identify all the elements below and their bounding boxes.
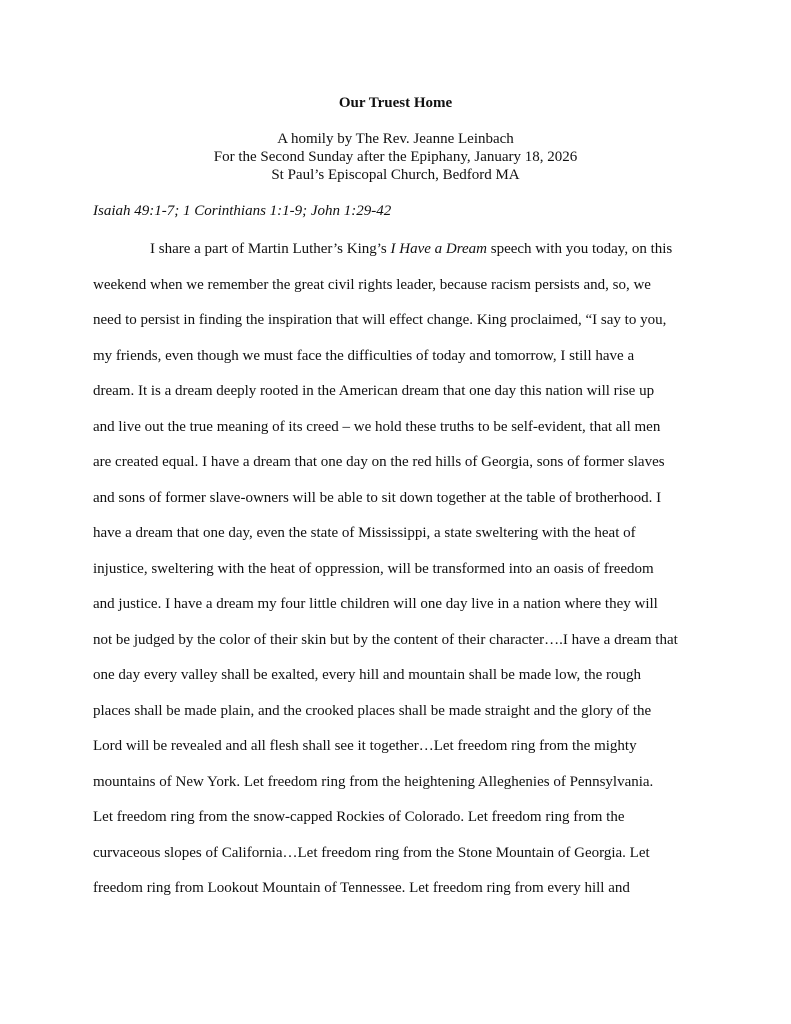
body-line: mountains of New York. Let freedom ring from the heightening Alleghenies of Pennsylvania. — [93, 773, 654, 790]
scripture-readings: Isaiah 49:1-7; 1 Corinthians 1:1-9; John 1:29-42 — [93, 203, 392, 219]
body-line: need to persist in finding the inspiration that will effect change. King proclaimed, “I say to you, — [93, 312, 667, 328]
body-line: one day every valley shall be exalted, every hill and mountain shall be made low, the rough — [93, 667, 642, 683]
body-line: Let freedom ring from the snow-capped Rockies of Colorado. Let freedom ring from the — [93, 809, 625, 825]
first-line-text-continued: speech with you today, on this — [487, 241, 673, 257]
speech-title: I Have a Dream — [390, 241, 487, 257]
body-line: curvaceous slopes of California…Let freedom ring from the Stone Mountain of Georgia. Let — [93, 844, 650, 861]
body-line: my friends, even though we must face the difficulties of today and tomorrow, I still have a — [93, 347, 635, 364]
body-line: and live out the true meaning of its creed – we hold these truths to be self-evident, that all men — [93, 418, 661, 435]
body-line: are created equal. I have a dream that one day on the red hills of Georgia, sons of former slaves — [93, 454, 665, 470]
body-line: freedom ring from Lookout Mountain of Tennessee. Let freedom ring from every hill and — [93, 880, 630, 896]
body-line: Lord will be revealed and all flesh shall see it together…Let freedom ring from the mighty — [93, 738, 637, 754]
first-line-text: I share a part of Martin Luther’s King’s — [150, 241, 391, 257]
homily-body — [93, 232, 703, 907]
body-line: dream. It is a dream deeply rooted in the American dream that one day this nation will rise up — [93, 383, 655, 399]
body-line: weekend when we remember the great civil rights leader, because racism persists and, so, we — [93, 276, 651, 293]
church-line: St Paul’s Episcopal Church, Bedford MA — [271, 167, 520, 183]
body-line: have a dream that one day, even the state of Mississippi, a state sweltering with the heat of — [93, 525, 636, 541]
document-title: Our Truest Home — [338, 95, 453, 111]
body-line: not be judged by the color of their skin but by the content of their character….I have a dream that — [93, 631, 678, 648]
paragraph-first-line — [93, 232, 703, 268]
body-line: and sons of former slave-owners will be able to sit down together at the table of brotherhood. I — [93, 489, 662, 506]
body-line: places shall be made plain, and the crooked places shall be made straight and the glory of the — [93, 702, 652, 719]
author-line: A homily by The Rev. Jeanne Leinbach — [277, 131, 514, 147]
body-line: injustice, sweltering with the heat of oppression, will be transformed into an oasis of freedom — [93, 560, 654, 577]
occasion-line: For the Second Sunday after the Epiphany, January 18, 2026 — [213, 149, 578, 165]
body-line: and justice. I have a dream my four little children will one day live in a nation where they will — [93, 596, 658, 612]
